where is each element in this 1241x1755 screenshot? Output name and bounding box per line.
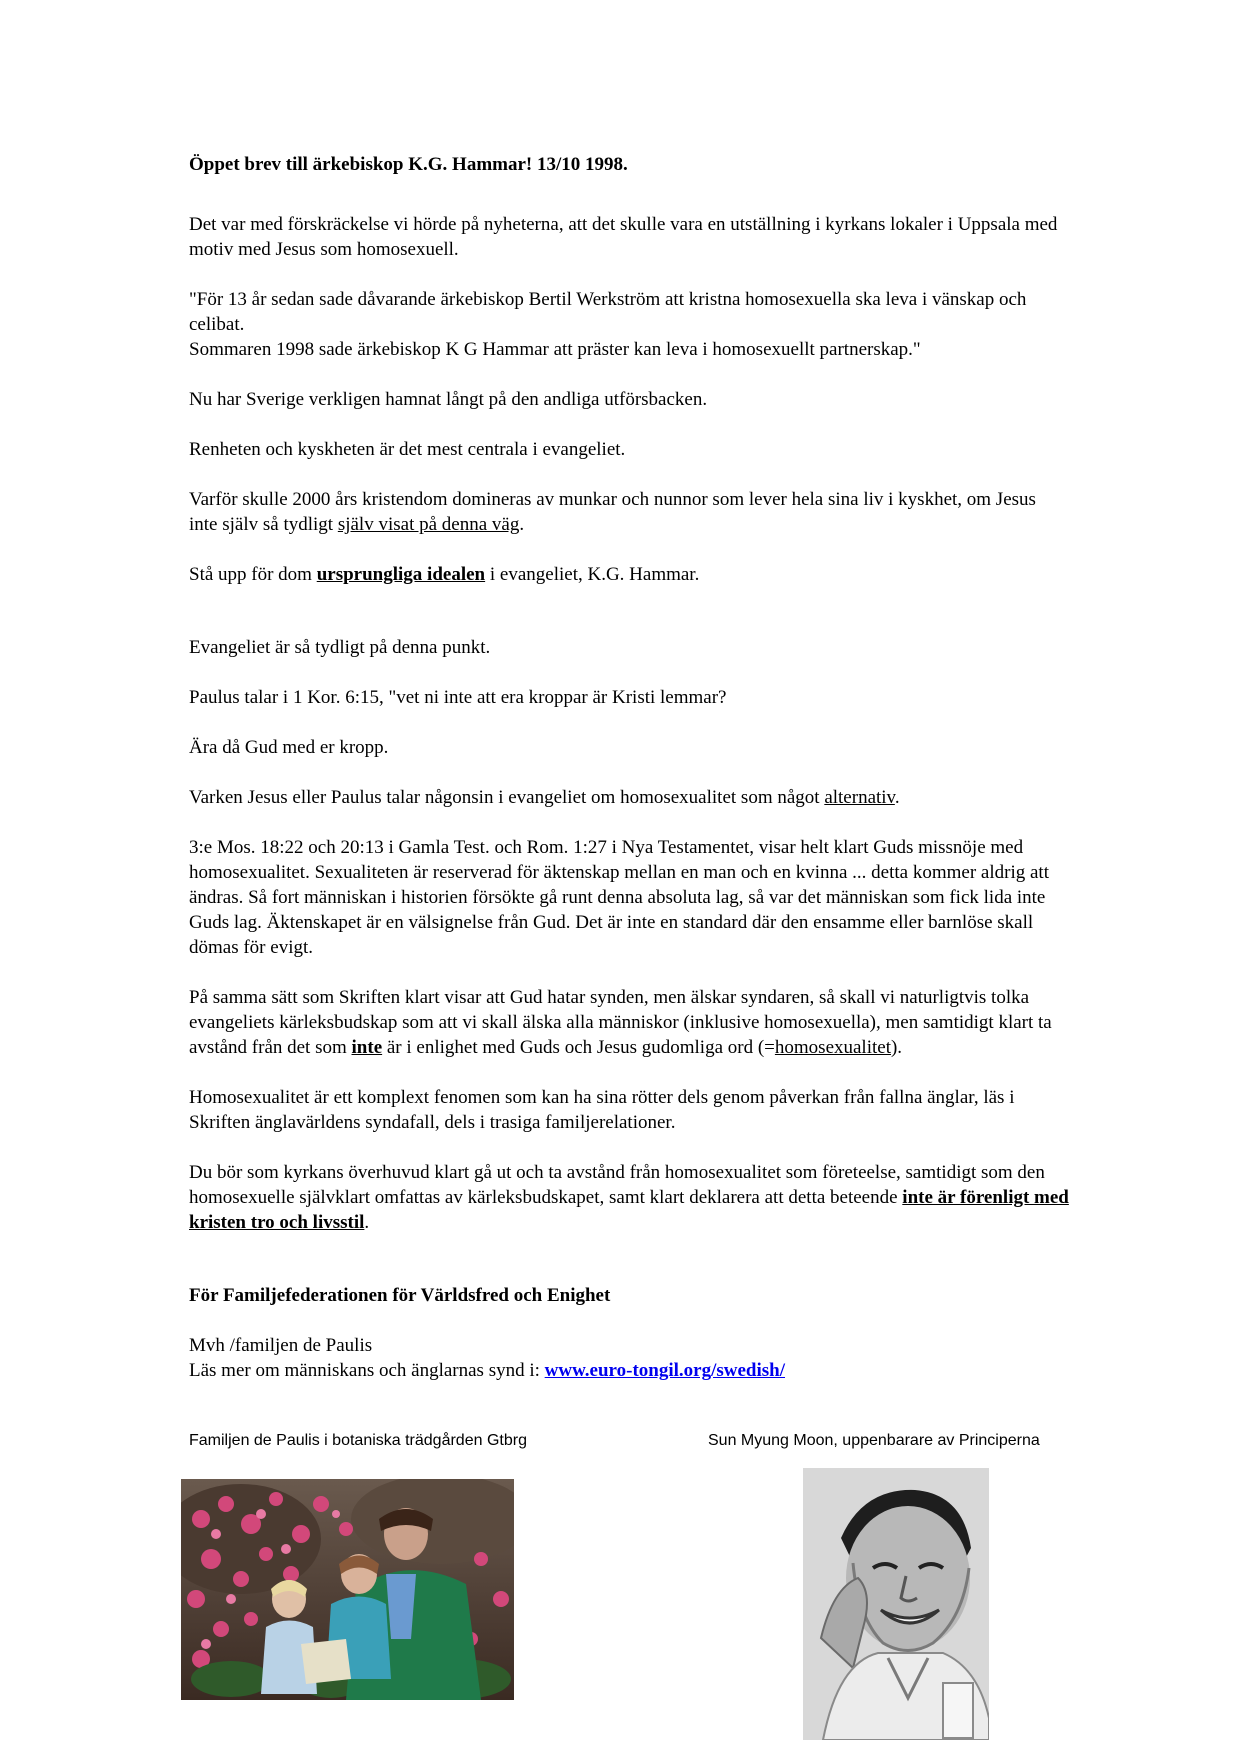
paragraph-11: 3:e Mos. 18:22 och 20:13 i Gamla Test. och Rom. 1:27 i Nya Testamentet, visar helt klart Guds missnöje med homosexualitet. Sexualiteten är reserverad för äktenskap mellan en man och en kvinna ... detta kommer aldrig att ändras. Så fort människan i historien försökte gå runt denna absoluta lag, så var det människan som fick lida inte Guds lag. Äktenskapet är en välsignelse från Gud. Det är inte en standard där den ensamme eller barnlöse skall dömas för evigt. bbox=[189, 837, 1049, 958]
paragraph-12 bbox=[189, 985, 1069, 1060]
link-sjalv-visat[interactable]: själv visat på denna väg bbox=[337, 514, 520, 535]
paragraph-6-end: i evangeliet, K.G. Hammar. bbox=[485, 564, 700, 585]
emphasis-inte-forenligt[interactable]: inte är förenligt med kristen tro och livsstil bbox=[189, 1187, 1069, 1233]
paragraph-5-text: Varför skulle 2000 års kristendom domineras av munkar och nunnor som lever hela sina liv i kyskhet, om Jesus inte själv så tydligt bbox=[189, 489, 1036, 535]
paragraph-9: Ära då Gud med er kropp. bbox=[189, 737, 389, 758]
caption-moon-photo: Sun Myung Moon, uppenbarare av Principerna bbox=[708, 1432, 1040, 1449]
paragraph-7: Evangeliet är så tydligt på denna punkt. bbox=[189, 637, 491, 658]
signature-organization: För Familjefederationen för Världsfred och Enighet bbox=[189, 1285, 611, 1306]
read-more-text: Läs mer om människans och änglarnas synd i: bbox=[189, 1360, 545, 1381]
quote-werkstrom: "För 13 år sedan sade dåvarande ärkebiskop Bertil Werkström att kristna homosexuella ska leva i vänskap och celibat. bbox=[189, 289, 1027, 335]
paragraph-13: Homosexualitet är ett komplext fenomen som kan ha sina rötter dels genom påverkan från fallna änglar, läs i Skriften änglavärldens syndafall, dels i trasiga familjerelationer. bbox=[189, 1087, 1015, 1133]
paragraph-14-text: Du bör som kyrkans överhuvud klart gå ut och ta avstånd från homosexualitet som företeelse, samtidigt som den homosexuelle självklart omfattas av kärleksbudskapet, samt klart deklarera att detta beteende bbox=[189, 1162, 1045, 1208]
euro-tongil-link[interactable]: www.euro-tongil.org/swedish/ bbox=[544, 1360, 785, 1381]
signature-read-more bbox=[189, 1358, 1069, 1383]
signature-block bbox=[189, 1333, 1069, 1383]
paragraph-2 bbox=[189, 287, 1069, 362]
link-ursprungliga-idealen[interactable]: ursprungliga idealen bbox=[316, 564, 486, 585]
moon-portrait-image bbox=[803, 1468, 989, 1740]
paragraph-6 bbox=[189, 562, 1069, 587]
paragraph-5 bbox=[189, 487, 1069, 537]
paragraph-10 bbox=[189, 785, 1069, 810]
paragraph-12-end: ). bbox=[890, 1037, 903, 1058]
link-homosexualitet[interactable]: homosexualitet bbox=[774, 1037, 891, 1058]
paragraph-10-text: Varken Jesus eller Paulus talar någonsin i evangeliet om homosexualitet som något bbox=[189, 787, 825, 808]
family-photo bbox=[181, 1479, 514, 1700]
paragraph-12-mid: är i enlighet med Guds och Jesus gudomliga ord (= bbox=[382, 1037, 775, 1058]
quote-hammar: Sommaren 1998 sade ärkebiskop K G Hammar att präster kan leva i homosexuellt partnerskap." bbox=[189, 339, 921, 360]
paragraph-12-text: På samma sätt som Skriften klart visar att Gud hatar synden, men älskar syndaren, så skall vi naturligtvis tolka evangeliets kärleksbudskap som att vi skall älska alla människor (inklusive homosexuella), men samtidigt klart ta avstånd från det som bbox=[189, 987, 1052, 1058]
paragraph-3: Nu har Sverige verkligen hamnat långt på den andliga utförsbacken. bbox=[189, 389, 708, 410]
letter-body bbox=[189, 152, 1069, 1383]
signature-greeting: Mvh /familjen de Paulis bbox=[189, 1335, 373, 1356]
paragraph-8: Paulus talar i 1 Kor. 6:15, "vet ni inte att era kroppar är Kristi lemmar? bbox=[189, 687, 727, 708]
letter-title: Öppet brev till ärkebiskop K.G. Hammar! 13/10 1998. bbox=[189, 154, 628, 175]
paragraph-14-end: . bbox=[364, 1212, 370, 1233]
paragraph-5-end: . bbox=[519, 514, 525, 535]
paragraph-14 bbox=[189, 1160, 1069, 1235]
paragraph-1: Det var med förskräckelse vi hörde på nyheterna, att det skulle vara en utställning i kyrkans lokaler i Uppsala med motiv med Jesus som homosexuell. bbox=[189, 214, 1058, 260]
paragraph-10-end: . bbox=[894, 787, 900, 808]
link-alternativ[interactable]: alternativ bbox=[824, 787, 895, 808]
caption-family-photo: Familjen de Paulis i botaniska trädgården Gtbrg bbox=[189, 1432, 527, 1449]
family-photo-image bbox=[181, 1479, 514, 1700]
moon-portrait-photo bbox=[803, 1468, 989, 1740]
paragraph-6-text: Stå upp för dom bbox=[189, 564, 317, 585]
emphasis-inte: inte bbox=[351, 1037, 383, 1058]
paragraph-4: Renheten och kyskheten är det mest centrala i evangeliet. bbox=[189, 439, 626, 460]
